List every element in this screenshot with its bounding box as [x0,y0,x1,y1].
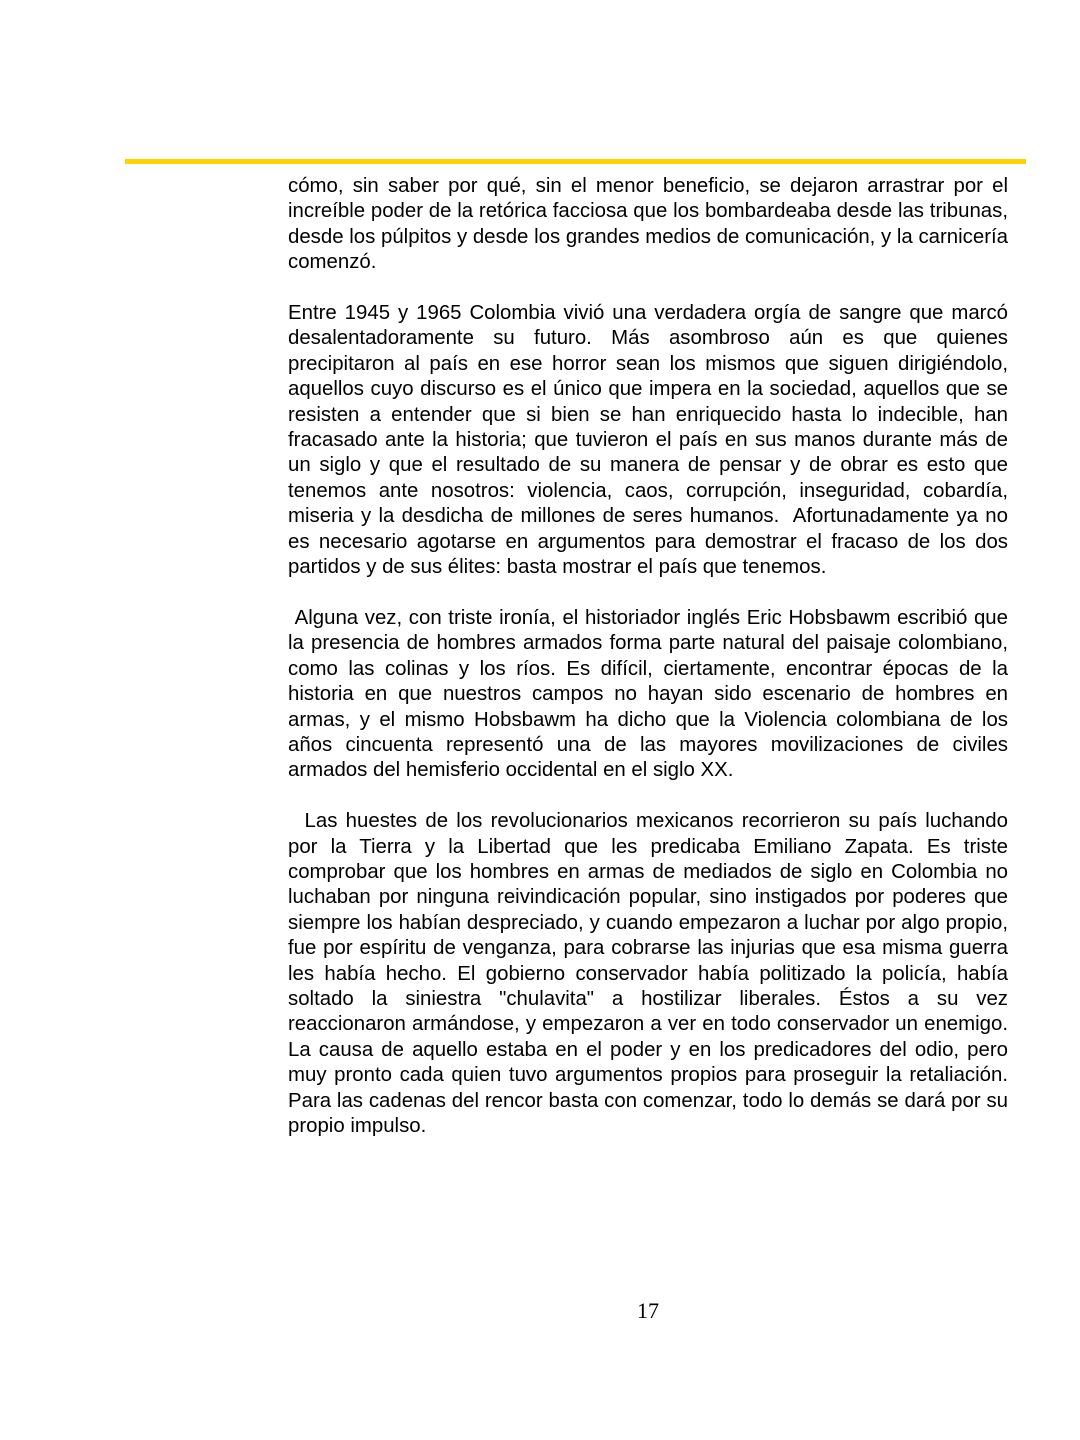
paragraph-1: cómo, sin saber por qué, sin el menor beneficio, se dejaron arrastrar por el increíble poder de la retórica facciosa que los bombardeaba desde las tribunas, desde los púlpitos y desde los grandes medios de comunicación, y la carnicería comenzó. [288,175,1014,274]
page-number: 17 [637,1298,659,1323]
body-text [288,174,1014,1139]
paragraph-2: Entre 1945 y 1965 Colombia vivió una verdadera orgía de sangre que marcó desalentadoramente su futuro. Más asombroso aún es que quienes precipitaron al país en ese horror sean los mismos que siguen dirigiéndolo, aquellos cuyo discurso es el único que impera en la sociedad, aquellos que se resisten a entender que si bien se han enriquecido hasta lo indecible, han fracasado ante la historia; que tuvieron el país en sus manos durante más de un siglo y que el resultado de su manera de pensar y de obrar es esto que tenemos ante nosotros: violencia, caos, corrupción, inseguridad, cobardía, miseria y la desdicha de millones de seres humanos. Afortunadamente ya no es necesario agotarse en argumentos para demostrar el fracaso de los dos partidos y de sus élites: basta mostrar el país que tenemos. [288,302,1014,579]
paragraph-3: Alguna vez, con triste ironía, el historiador inglés Eric Hobsbawm escribió que la presencia de hombres armados forma parte natural del paisaje colombiano, como las colinas y los ríos. Es difícil, ciertamente, encontrar épocas de la historia en que nuestros campos no hayan sido escenario de hombres en armas, y el mismo Hobsbawm ha dicho que la Violencia colombiana de los años cincuenta representó una de las mayores movilizaciones de civiles armados del hemisferio occidental en el siglo XX. [288,606,1014,782]
paragraph-4: Las huestes de los revolucionarios mexicanos recorrieron su país luchando por la Tierra y la Libertad que les predicaba Emiliano Zapata. Es triste comprobar que los hombres en armas de mediados de siglo en Colombia no luchaban por ninguna reivindicación popular, sino instigados por poderes que siempre los habían despreciado, y cuando empezaron a luchar por algo propio, fue por espíritu de venganza, para cobrarse las injurias que esa misma guerra les había hecho. El gobierno conservador había politizado la policía, había soltado la siniestra "chulavita" a hostilizar liberales. Éstos a su vez reaccionaron armándose, y empezaron a ver en todo conservador un enemigo. La causa de aquello estaba en el poder y en los predicadores del odio, pero muy pronto cada quien tuvo argumentos propios para proseguir la retaliación. Para las cadenas del rencor basta con comenzar, todo lo demás se dará por su propio impulso. [288,810,1014,1137]
header-rule [125,159,1026,164]
